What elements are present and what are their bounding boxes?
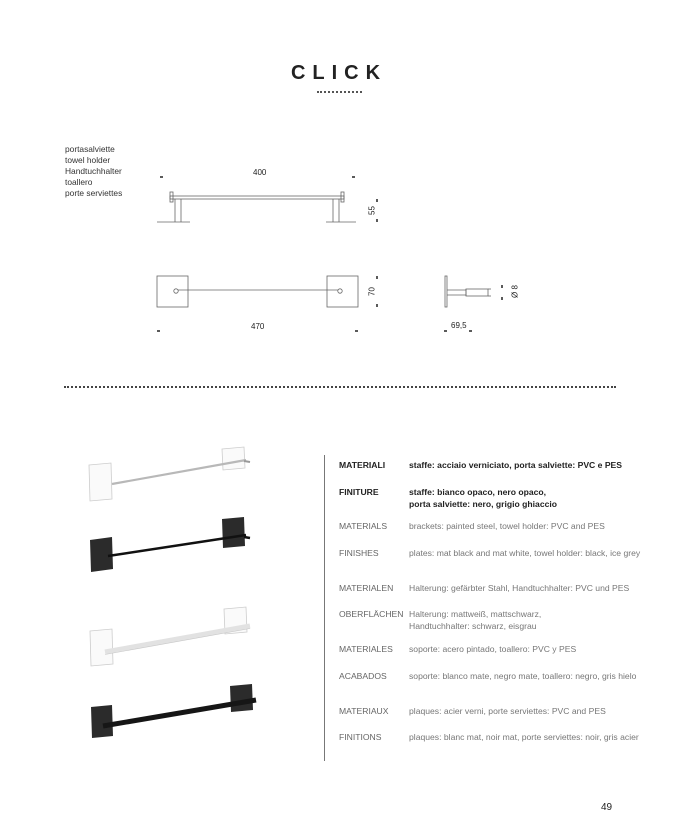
top-view-drawing [157,177,377,222]
label-es: toallero [65,177,93,187]
spec-key: MATERIALEN [339,583,394,593]
spec-value: brackets: painted steel, towel holder: PVC and PES [409,521,605,531]
label-de: Handtuchhalter [65,166,122,176]
spec-value: staffe: bianco opaco, nero opaco, porta salviette: nero, grigio ghiaccio [409,487,558,509]
label-it: portasalviette [65,144,115,154]
spec-key: MATERIALS [339,521,388,531]
product-image-white-grey [89,447,250,501]
page-title: CLICK [290,62,388,84]
dimension-width-top: 400 [253,168,267,177]
spec-value: plates: mat black and mat white, towel holder: black, ice grey [409,548,641,558]
dimension-height-front: 70 [367,287,377,296]
spec-key: OBERFLÄCHEN [339,609,404,619]
spec-key: MATERIALI [339,460,386,470]
spec-value: plaques: acier verni, porte serviettes: PVC and PES [409,706,606,716]
spec-key: FINITURE [339,487,379,497]
spec-key: MATERIALES [339,644,393,654]
page-number: 49 [601,802,613,813]
product-image-white-ice [90,607,250,666]
product-image-black [90,517,250,572]
product-image-black-thick [91,684,256,738]
spec-key: FINITIONS [339,732,382,742]
front-view-drawing [157,276,377,331]
spec-value: plaques: blanc mat, noir mat, porte serviettes: noir, gris acier [409,732,639,742]
spec-key: MATERIAUX [339,706,389,716]
spec-value: soporte: blanco mate, negro mate, toallero: negro, gris hielo [409,671,637,681]
spec-key: ACABADOS [339,671,387,681]
spec-key: FINISHES [339,548,379,558]
spec-value: Halterung: gefärbter Stahl, Handtuchhalter: PVC und PES [409,583,630,593]
dimension-height-side: 55 [367,206,377,215]
dimension-depth: 69,5 [451,321,467,330]
label-fr: porte serviettes [65,188,123,198]
section-divider [64,386,616,388]
spec-value: Halterung: mattweiß, mattschwarz, Handtuchhalter: schwarz, eisgrau [409,609,542,631]
dimension-diameter: Ø 8 [510,285,520,298]
label-en: towel holder [65,155,111,165]
specifications-table [324,455,641,761]
dimension-width-front: 470 [251,322,265,331]
spec-value: staffe: acciaio verniciato, porta salviette: PVC e PES [409,460,623,470]
spec-value: soporte: acero pintado, toallero: PVC y PES [409,644,577,654]
